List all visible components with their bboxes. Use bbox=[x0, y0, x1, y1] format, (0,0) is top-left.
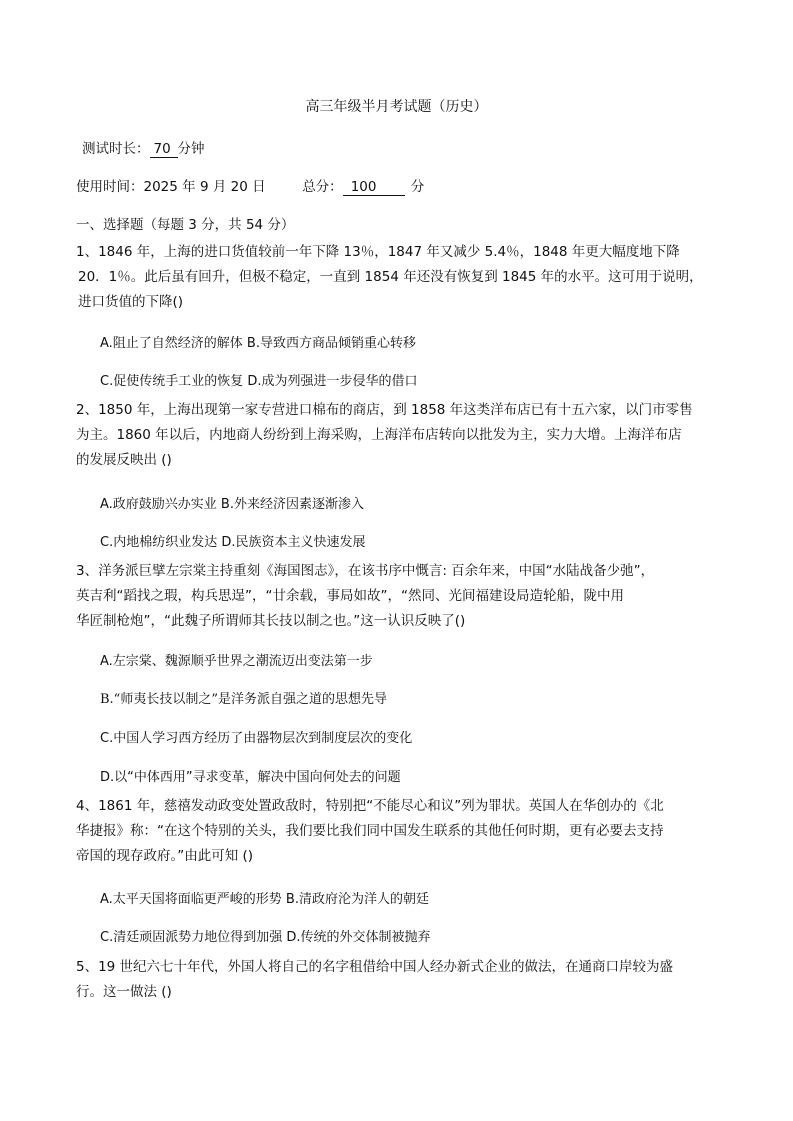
question-line: 5、19 世纪六七十年代，外国人将自己的名字租借给中国人经办新式企业的做法，在通商口岸较为盛 bbox=[76, 959, 674, 975]
date-label: 使用时间： bbox=[76, 179, 144, 195]
option-line: C.清廷顽固派势力地位得到加强 D.传统的外交体制被抛弃 bbox=[100, 930, 431, 945]
question-line: 英吉利“蹈找之瑕，构兵思逞”，“廿余载，事局如故”，“然同、光间福建设局造轮船，陇中用 bbox=[76, 588, 624, 604]
question-line: 帝国的现存政府。”由此可知 () bbox=[76, 848, 254, 864]
option-line: D.以“中体西用”寻求变革，解决中国向何处去的问题 bbox=[100, 770, 401, 785]
question-3 bbox=[76, 559, 716, 634]
page-title: 高三年级半月考试题（历史） bbox=[305, 99, 488, 115]
date-line bbox=[76, 175, 424, 196]
option-line: A.左宗棠、魏源顺乎世界之潮流迈出变法第一步 bbox=[100, 654, 373, 669]
question-line: 的发展反映出 () bbox=[76, 452, 172, 468]
option-line: B.“师夷长技以制之”是洋务派自强之道的思想先导 bbox=[100, 692, 387, 707]
question-line: 3、洋务派巨擘左宗棠主持重刻《海国图志》，在该书序中慨言: 百余年来，中国“水陆战备少弛”， bbox=[76, 563, 655, 579]
question-line: 行。这一做法 () bbox=[76, 984, 172, 1000]
question-line: 华捷报》称：“在这个特别的关头，我们要比我们同中国发生联系的其他任何时期，更有必要去支持 bbox=[76, 823, 664, 839]
section-heading: 一、选择题（每题 3 分，共 54 分） bbox=[76, 217, 295, 233]
option-line: C.中国人学习西方经历了由器物层次到制度层次的变化 bbox=[100, 731, 413, 746]
question-line: 2、1850 年，上海出现第一家专营进口棉布的商店，到 1858 年这类洋布店已有十五六家，以门市零售 bbox=[76, 402, 693, 418]
duration-value: 70 bbox=[150, 141, 178, 158]
question-4 bbox=[76, 794, 716, 869]
duration-unit: 分钟 bbox=[177, 141, 205, 157]
question-2 bbox=[76, 398, 716, 473]
option-line: A.太平天国将面临更严峻的形势 B.清政府沦为洋人的朝廷 bbox=[100, 892, 429, 907]
question-line: 1、1846 年，上海的进口货值较前一年下降 13％，1847 年又减少 5.4％，1848 年更大幅度地下降 bbox=[76, 244, 680, 260]
option-line: A.阻止了自然经济的解体 B.导致西方商品倾销重心转移 bbox=[100, 336, 416, 351]
total-unit: 分 bbox=[410, 179, 425, 195]
duration-line bbox=[82, 137, 205, 158]
total-value: 100 bbox=[343, 179, 405, 196]
question-1 bbox=[76, 240, 716, 315]
total-label: 总分： bbox=[302, 179, 343, 195]
question-line: 为主。1860 年以后，内地商人纷纷到上海采购，上海洋布店转向以批发为主，实力大增。上海洋布店 bbox=[76, 427, 682, 443]
date-value: 2025 年 9 月 20 日 bbox=[143, 179, 266, 195]
question-line: 进口货值的下降() bbox=[78, 294, 184, 310]
question-5 bbox=[76, 955, 716, 1005]
question-line: 4、1861 年，慈禧发动政变处置政敌时，特别把“不能尽心和议”列为罪状。英国人在华创办的《北 bbox=[76, 798, 664, 814]
option-line: C.内地棉纺织业发达 D.民族资本主义快速发展 bbox=[100, 535, 366, 550]
duration-label: 测试时长： bbox=[82, 141, 150, 157]
question-line: 20．1％。此后虽有回升，但极不稳定，一直到 1854 年还没有恢复到 1845 年的水平。这可用于说明， bbox=[78, 269, 703, 285]
option-line: C.促使传统手工业的恢复 D.成为列强进一步侵华的借口 bbox=[100, 374, 418, 389]
question-line: 华匠制枪炮”，“此魏子所谓师其长技以制之也。”这一认识反映了() bbox=[76, 613, 466, 629]
option-line: A.政府鼓励兴办实业 B.外来经济因素逐渐渗入 bbox=[100, 497, 364, 512]
